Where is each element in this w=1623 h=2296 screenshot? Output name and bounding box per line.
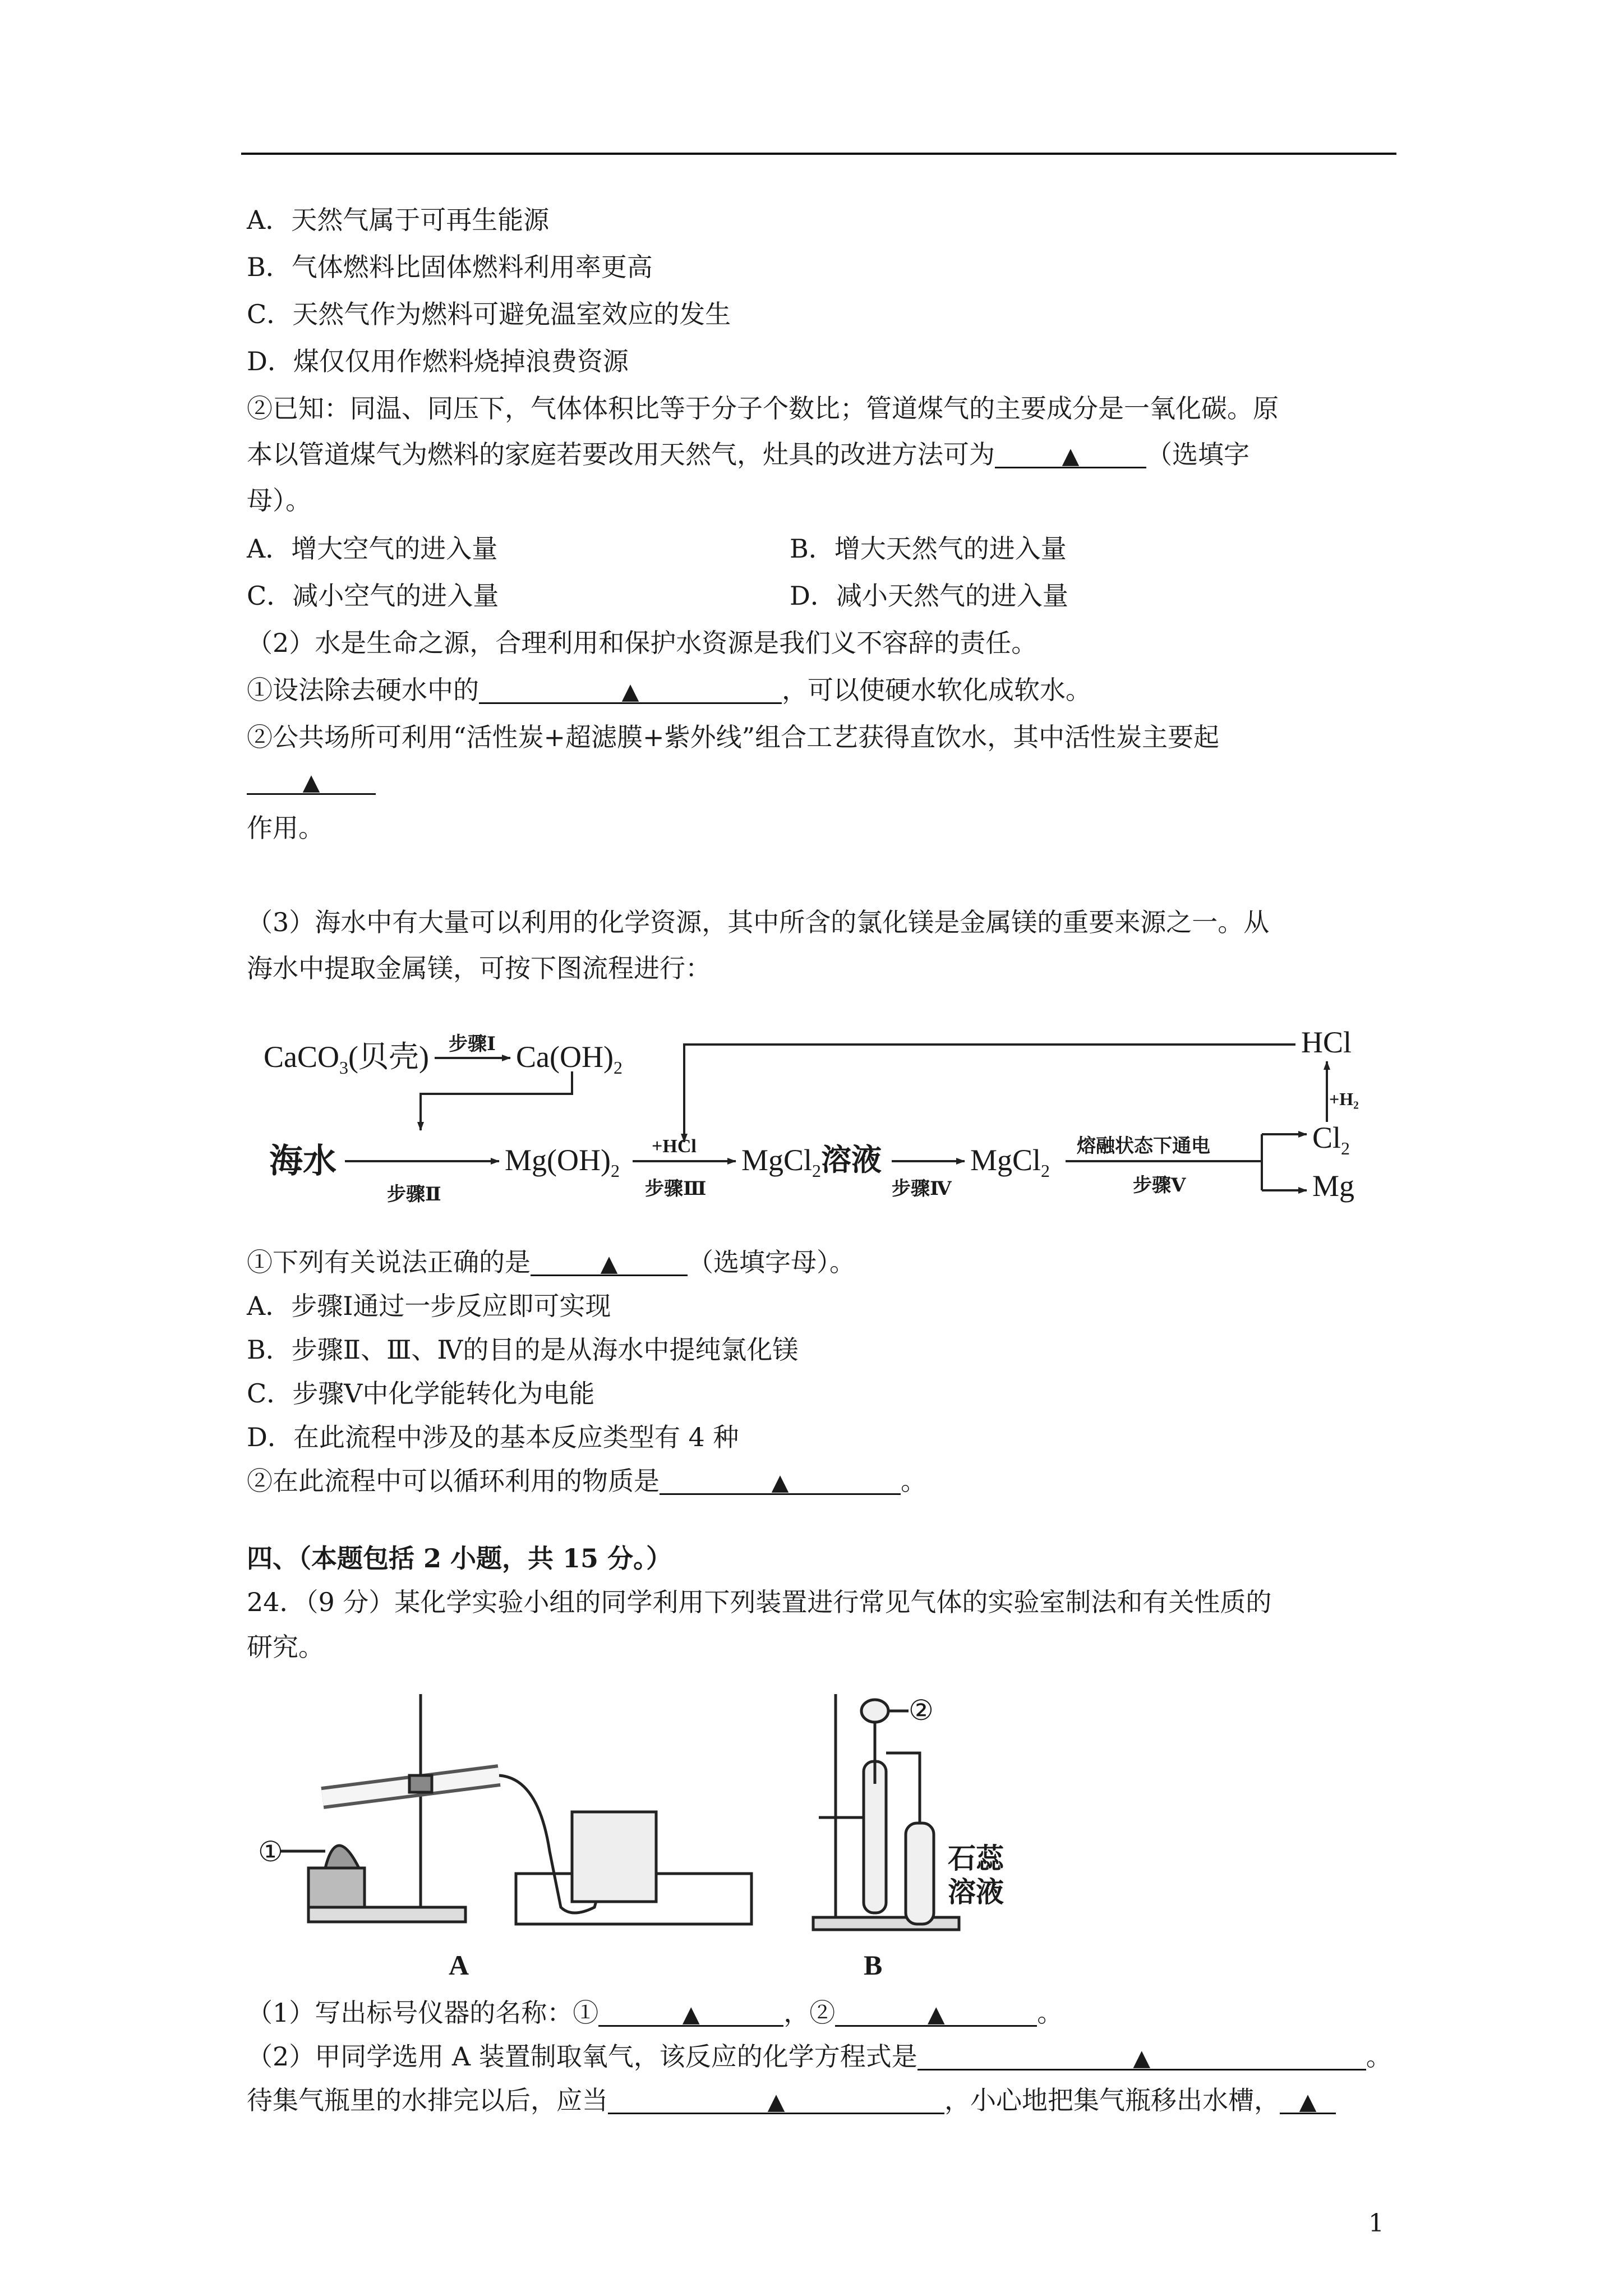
question-text-line <box>247 673 1091 707</box>
answer-blank[interactable] <box>995 438 1146 468</box>
option-b-line: B．步骤Ⅱ、Ⅲ、Ⅳ的目的是从海水中提纯氯化镁 <box>247 1335 799 1365</box>
flow-caco3: CaCO <box>264 1040 339 1074</box>
svg-text:Mg(OH)2 <box>505 1143 620 1181</box>
flow-step5-label: 步骤Ⅴ <box>1133 1175 1186 1196</box>
litmus-label-line2: 溶液 <box>948 1876 1004 1908</box>
question-text-line <box>247 764 376 798</box>
answer-blank[interactable] <box>660 1464 901 1495</box>
question-text-line <box>247 1245 855 1279</box>
question-text-line: （2）水是生命之源，合理利用和保护水资源是我们义不容辞的责任。 <box>247 628 1038 658</box>
option-c-line: C．步骤Ⅴ中化学能转化为电能 <box>247 1378 595 1409</box>
question-text: （1）写出标号仪器的名称：① <box>247 1998 599 2028</box>
question-text-line <box>247 1996 1063 2030</box>
question-text: 本以管道煤气为燃料的家庭若要改用天然气，灶具的改进方法可为 <box>247 439 995 470</box>
flow-caco3-sub: 3 <box>339 1057 348 1078</box>
question-text: ①设法除去硬水中的 <box>247 675 479 705</box>
gas-collecting-bottle <box>572 1812 656 1902</box>
question-text-line: 海水中提取金属镁，可按下图流程进行： <box>247 953 711 983</box>
triangle-icon: ▲ <box>302 770 320 795</box>
triangle-icon: ▲ <box>621 679 639 705</box>
option-b-line: B．气体燃料比固体燃料利用率更高 <box>247 252 653 282</box>
clamp-a <box>409 1775 432 1792</box>
option-a-line: A．增大空气的进入量 <box>247 533 498 564</box>
apparatus-label-b: B <box>864 1949 883 1981</box>
question-text: （选填字母）。 <box>688 1247 855 1277</box>
flow-mg: Mg <box>1312 1169 1355 1203</box>
flow-plus-hcl-label: +HCl <box>652 1136 697 1157</box>
question-text-line: 研究。 <box>247 1632 324 1662</box>
answer-blank[interactable] <box>835 1996 1037 2027</box>
triangle-icon: ▲ <box>682 2001 700 2027</box>
flow-step1-label: 步骤Ⅰ <box>449 1034 496 1055</box>
question-text-line: 24．（9 分）某化学实验小组的同学利用下列装置进行常见气体的实验室制法和有关性质的 <box>247 1587 1272 1617</box>
header-rule <box>241 153 1396 155</box>
question-text: ，小心地把集气瓶移出水槽， <box>944 2085 1280 2115</box>
flow-caoh2: Ca(OH) <box>516 1040 614 1074</box>
flow-mgcl2-solution-sub: 2 <box>812 1161 822 1181</box>
svg-text:Cl2 <box>1312 1121 1350 1158</box>
flow-arrow-caoh2-down <box>421 1071 572 1130</box>
answer-blank[interactable] <box>598 1996 783 2027</box>
triangle-icon: ▲ <box>771 1470 789 1496</box>
marker-2: ② <box>909 1695 934 1726</box>
triangle-icon: ▲ <box>1062 443 1080 469</box>
question-text-line: ②公共场所可利用“活性炭+超滤膜+紫外线”组合工艺获得直饮水，其中活性炭主要起 <box>247 722 1220 752</box>
flow-mgcl2: MgCl <box>970 1143 1041 1177</box>
flow-electrolysis-label: 熔融状态下通电 <box>1077 1136 1210 1157</box>
answer-blank[interactable] <box>1280 2083 1336 2114</box>
answer-blank[interactable] <box>247 764 376 795</box>
magnesium-flow-diagram <box>247 1010 1380 1223</box>
apparatus-label-a: A <box>449 1949 469 1981</box>
option-c-line: C．天然气作为燃料可避免温室效应的发生 <box>247 299 731 329</box>
question-text: ①下列有关说法正确的是 <box>247 1247 531 1277</box>
stand-base-a <box>308 1907 465 1922</box>
triangle-icon: ▲ <box>767 2089 785 2115</box>
option-d-line: D．减小天然气的进入量 <box>790 581 1068 611</box>
question-text: 。 <box>1366 2041 1392 2072</box>
option-a-line: A．天然气属于可再生能源 <box>247 205 550 235</box>
flow-cl2-sub: 2 <box>1341 1138 1350 1158</box>
wood-block <box>308 1868 365 1907</box>
triangle-icon: ▲ <box>600 1251 618 1277</box>
option-c-line: C．减小空气的进入量 <box>247 581 499 611</box>
svg-text:MgCl2 <box>970 1143 1050 1181</box>
flow-solution-word: 溶液 <box>821 1143 882 1177</box>
flow-mgcl2-solution: MgCl <box>741 1143 813 1177</box>
question-text: （选填字 <box>1146 439 1249 470</box>
question-text-line: （3）海水中有大量可以利用的化学资源，其中所含的氯化镁是金属镁的重要来源之一。从 <box>247 907 1270 937</box>
section-heading: 四、（本题包括 2 小题，共 15 分。） <box>247 1543 672 1573</box>
triangle-icon: ▲ <box>1299 2089 1317 2115</box>
answer-blank[interactable] <box>531 1245 688 1276</box>
question-text: ②在此流程中可以循环利用的物质是 <box>247 1466 660 1496</box>
flow-caoh2-sub: 2 <box>613 1057 623 1078</box>
question-text: ，可以使硬水软化成软水。 <box>782 675 1091 705</box>
question-text-line <box>247 2040 1392 2073</box>
question-text-line: ②已知：同温、同压下，气体体积比等于分子个数比；管道煤气的主要成分是一氧化碳。原 <box>247 393 1279 424</box>
flow-step3-label: 步骤Ⅲ <box>645 1179 707 1199</box>
flow-cl2: Cl <box>1312 1121 1341 1154</box>
svg-text:MgCl2溶液 <box>741 1143 882 1181</box>
test-tube-b <box>864 1761 886 1913</box>
flow-mgoh2: Mg(OH) <box>505 1143 611 1177</box>
litmus-test-tube <box>906 1823 934 1924</box>
page-number: 1 <box>1368 2209 1384 2238</box>
flow-step4-label: 步骤Ⅳ <box>892 1179 952 1199</box>
flow-mgoh2-sub: 2 <box>610 1161 620 1181</box>
option-a-line: A．步骤Ⅰ通过一步反应即可实现 <box>247 1291 611 1321</box>
marker-1: ① <box>258 1836 283 1867</box>
flow-step2-label: 步骤Ⅱ <box>387 1184 441 1205</box>
svg-text:CaCO3(贝壳) <box>264 1040 429 1078</box>
separatory-funnel <box>861 1700 888 1722</box>
triangle-icon: ▲ <box>1133 2045 1151 2071</box>
flow-seawater: 海水 <box>269 1143 336 1180</box>
question-text: （2）甲同学选用 A 装置制取氧气，该反应的化学方程式是 <box>247 2041 917 2072</box>
svg-text:Ca(OH)2 <box>516 1040 623 1078</box>
flow-mgcl2-sub: 2 <box>1041 1161 1050 1181</box>
flow-plus-h2-label: +H₂ <box>1329 1089 1359 1109</box>
flow-hcl: HCl <box>1301 1025 1352 1059</box>
option-d-line: D．煤仅仅用作燃料烧掉浪费资源 <box>247 346 629 376</box>
question-text-line: 作用。 <box>247 813 324 843</box>
flow-arrow-hcl-recycle <box>684 1045 1295 1142</box>
question-text: 。 <box>901 1466 926 1496</box>
option-d-line: D．在此流程中涉及的基本反应类型有 4 种 <box>247 1422 739 1452</box>
question-text-line <box>247 438 1249 471</box>
answer-blank[interactable] <box>608 2083 944 2114</box>
question-text-line <box>247 2083 1336 2117</box>
flow-caco3-shell: (贝壳) <box>348 1040 429 1074</box>
alcohol-lamp <box>325 1846 359 1868</box>
question-text: 待集气瓶里的水排完以后，应当 <box>247 2085 608 2115</box>
question-text-line: 母）。 <box>247 485 311 516</box>
option-b-line: B．增大天然气的进入量 <box>790 533 1067 564</box>
question-text: ，② <box>783 1998 836 2028</box>
question-text: 。 <box>1037 1998 1063 2028</box>
question-text-line <box>247 1464 926 1498</box>
stand-base-b <box>813 1917 959 1930</box>
answer-blank[interactable] <box>479 673 782 704</box>
litmus-label-line1: 石蕊 <box>948 1843 1004 1874</box>
triangle-icon: ▲ <box>927 2001 945 2027</box>
lab-apparatus-figure <box>247 1683 1009 1986</box>
answer-blank[interactable] <box>917 2040 1366 2070</box>
